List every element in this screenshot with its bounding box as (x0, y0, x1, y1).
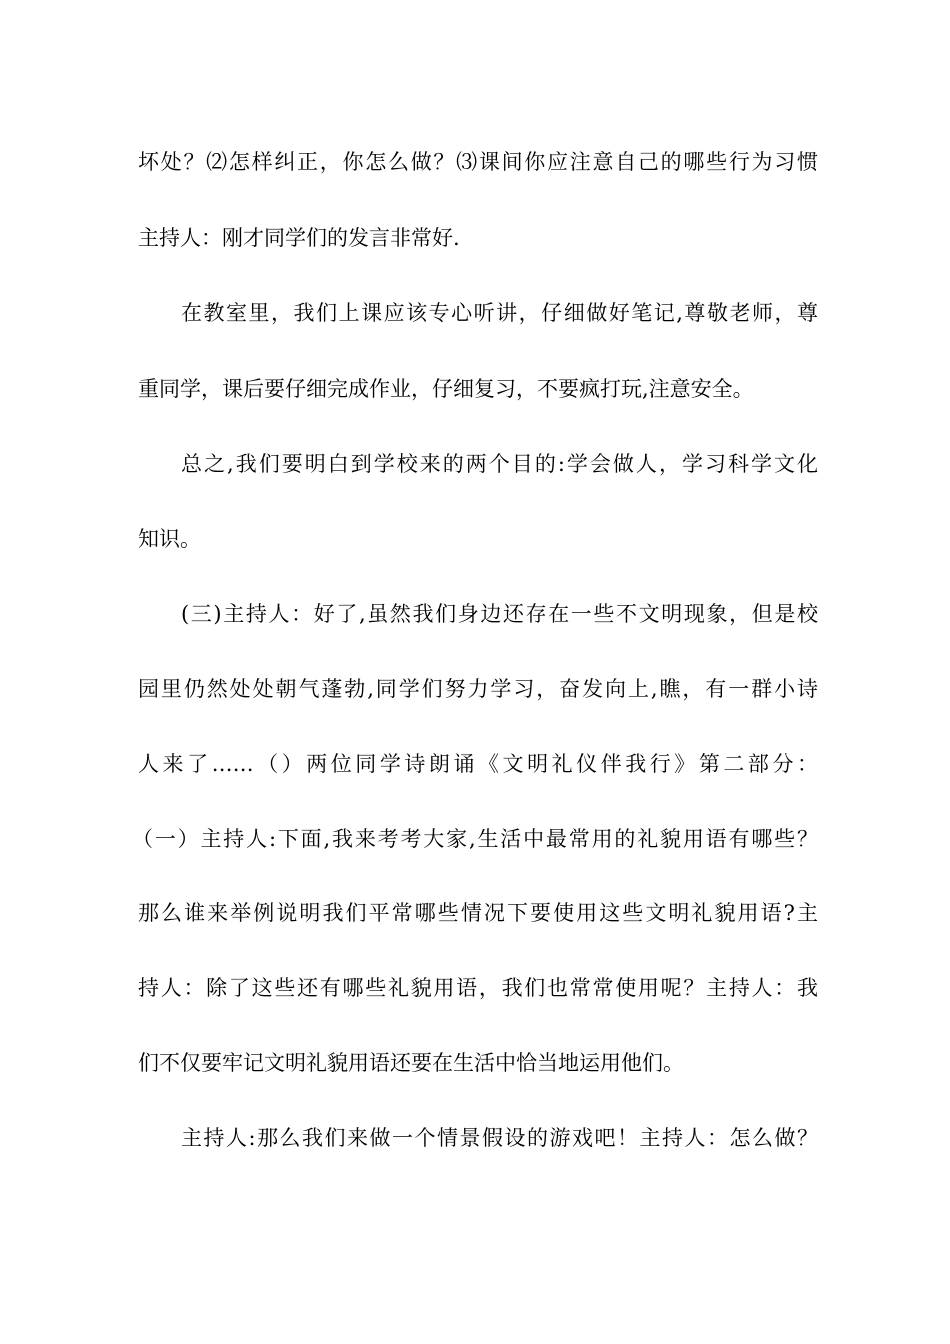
text-line: (三)主持人：好了,虽然我们身边还存在一些不文明现象，但是校 (181, 602, 818, 626)
text-line: 持人：除了这些还有哪些礼貌用语，我们也常常使用呢？主持人：我 (138, 976, 818, 1000)
text-line: 主持人:那么我们来做一个情景假设的游戏吧！主持人：怎么做？ (181, 1126, 818, 1150)
text-line: 在教室里，我们上课应该专心听讲，仔细做好笔记,尊敬老师，尊 (181, 301, 818, 325)
text-line: 们不仅要牢记文明礼貌用语还要在生活中恰当地运用他们。 (138, 1051, 684, 1075)
text-line: 人来了……（）两位同学诗朗诵《文明礼仪伴我行》第二部分： (138, 752, 818, 776)
text-line: 园里仍然处处朝气蓬勃,同学们努力学习，奋发向上,瞧，有一群小诗 (138, 677, 818, 701)
text-line: 那么谁来举例说明我们平常哪些情况下要使用这些文明礼貌用语?主 (138, 901, 818, 925)
text-line: 总之,我们要明白到学校来的两个目的:学会做人，学习科学文化 (181, 452, 818, 476)
text-line: 主持人：刚才同学们的发言非常好. (138, 226, 460, 250)
text-line: 重同学，课后要仔细完成作业，仔细复习，不要疯打玩,注意安全。 (138, 377, 754, 401)
text-line: （一）主持人:下面,我来考考大家,生活中最常用的礼貌用语有哪些？ (132, 827, 818, 851)
text-line: 知识。 (138, 527, 201, 551)
text-line: 坏处？⑵怎样纠正，你怎么做？⑶课间你应注意自己的哪些行为习惯 (138, 150, 818, 174)
